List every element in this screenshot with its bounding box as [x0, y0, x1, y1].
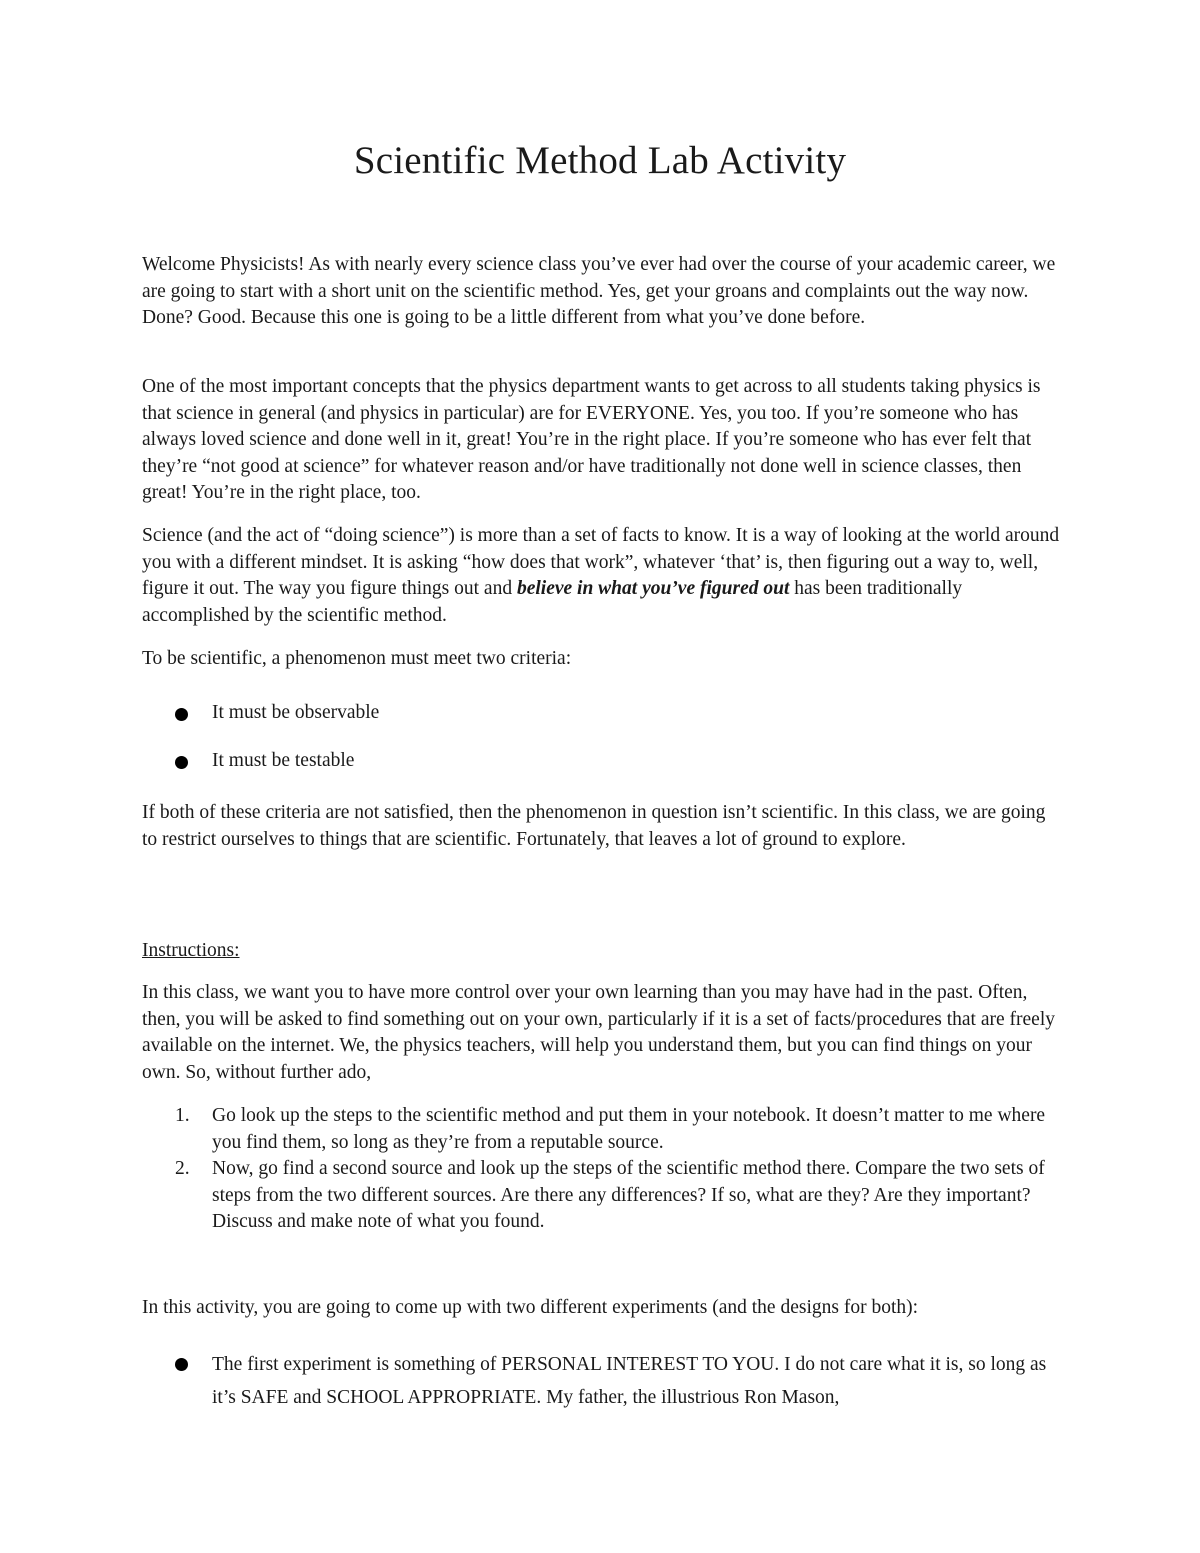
criteria-outro: If both of these criteria are not satisfied, then the phenomenon in question isn’t scientific. In this class, we are going to restrict ourselves to things that are scientific. Fortunately, that leaves a lot of ground to explore. [142, 802, 1046, 850]
science-paragraph-text-end: has been traditionally accomplished by the scientific method. [142, 578, 963, 626]
criteria-item-text: It must be testable [212, 750, 355, 771]
step-number: 1. [175, 1105, 190, 1126]
intro-paragraph-1: Welcome Physicists! As with nearly every science class you’ve ever had over the course of your academic career, we are going to start with a short unit on the scientific method. Yes, get your groans and complaints out the way now. Done? Good. Because this one is going to be a little different from what you’ve done before. [142, 254, 1056, 328]
activity-intro: In this activity, you are going to come up with two different experiments (and the designs for both): [142, 1297, 919, 1318]
instructions-intro: In this class, we want you to have more control over your own learning than you may have had in the past. Often, then, you will be asked to find something out on your own, particularly if it is a set of facts/procedures that are freely available on the internet. We, the physics teachers, will help you understand them, but you can find things on your own. So, without further ado, [142, 982, 1055, 1083]
bullet-icon [175, 756, 188, 769]
step-text: Go look up the steps to the scientific method and put them in your notebook. It doesn’t matter to me where you find them, so long as they’re from a reputable source. [212, 1105, 1046, 1153]
bullet-icon [175, 1358, 188, 1371]
intro-paragraph-2: One of the most important concepts that the physics department wants to get across to all students taking physics is that science in general (and physics in particular) are for EVERYONE. Yes, you too. If you’re someone who has always loved science and done well in it, great! You’re in the right place. If you’re someone who has ever felt that they’re “not good at science” for whatever reason and/or have traditionally not done well in science classes, then great! You’re in the right place, too. [142, 376, 1041, 503]
step-number: 2. [175, 1158, 190, 1179]
experiment-item-text: The first experiment is something of PERSONAL INTEREST TO YOU. I do not care what it is, so long as it’s SAFE and SCHOOL APPROPRIATE. My father, the illustrious Ron Mason, [212, 1354, 1047, 1408]
science-paragraph-text: Science (and the act of “doing science”) is more than a set of facts to know. It is a way of looking at the world around you with a different mindset. It is asking “how does that work”, whatever ‘that’ is, then figuring out a way to, well, figure it out. The way you figure things out and [142, 525, 1060, 599]
instructions-heading: Instructions: [142, 940, 240, 961]
science-paragraph [142, 523, 1062, 629]
document-title: Scientific Method Lab Activity [353, 139, 847, 182]
criteria-item-text: It must be observable [212, 702, 380, 723]
science-paragraph-emphasis: believe in what you’ve figured out [516, 578, 790, 599]
bullet-icon [175, 708, 188, 721]
step-text: Now, go find a second source and look up the steps of the scientific method there. Compare the two sets of steps from the two different sources. Are there any differences? If so, what are they? Are they important? Discuss and make note of what you found. [212, 1158, 1045, 1232]
criteria-intro: To be scientific, a phenomenon must meet two criteria: [142, 648, 572, 669]
